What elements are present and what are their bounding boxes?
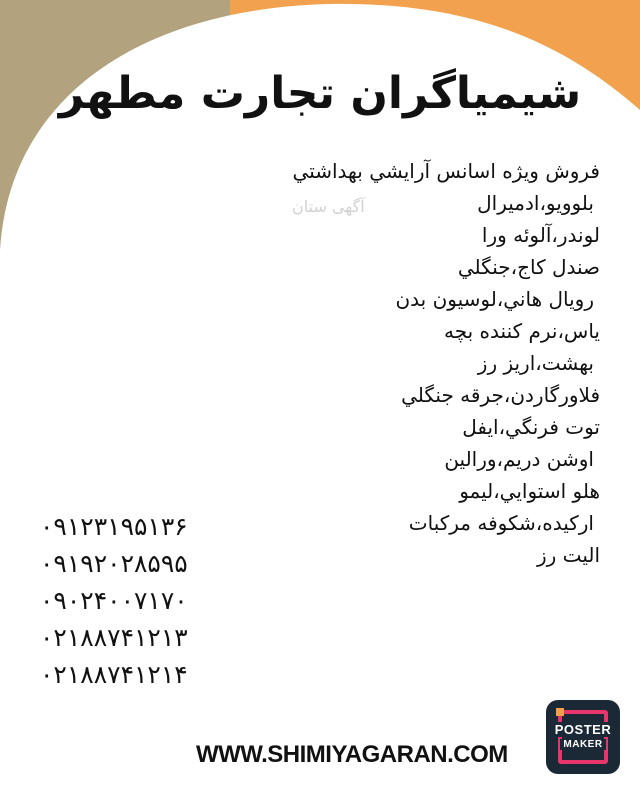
- phone-number: ۰۹۱۹۲۰۲۸۵۹۵: [40, 549, 188, 578]
- product-line: اليت رز: [537, 543, 600, 567]
- product-line: توت فرنگي،ايفل: [462, 415, 600, 439]
- poster-frame-icon: [558, 710, 608, 764]
- phone-number: ۰۲۱۸۸۷۴۱۲۱۳: [40, 623, 188, 652]
- product-list: [200, 155, 600, 571]
- product-line: بلوويو،ادميرال: [477, 191, 594, 215]
- poster-maker-badge: [546, 700, 620, 774]
- product-line: هلو استوايي،ليمو: [459, 479, 600, 503]
- badge-line1: POSTER: [552, 722, 614, 737]
- phone-number: ۰۲۱۸۸۷۴۱۲۱۴: [40, 660, 188, 689]
- phone-number: ۰۹۱۲۳۱۹۵۱۳۶: [40, 512, 188, 541]
- website-url: WWW.SHIMIYAGARAN.COM: [196, 741, 508, 768]
- product-line: اوشن دريم،ورالين: [444, 447, 594, 471]
- phone-number: ۰۹۰۲۴۰۰۷۱۷۰: [40, 586, 188, 615]
- product-line: فروش ويژه اسانس آرايشي بهداشتي: [292, 159, 600, 183]
- product-line: فلاورگاردن،جرقه جنگلي: [401, 383, 600, 407]
- product-line: رويال هاني،لوسيون بدن: [395, 287, 594, 311]
- watermark: آگهی ستان: [292, 197, 365, 216]
- badge-line2: MAKER: [560, 739, 606, 750]
- product-line: بهشت،اريز رز: [477, 351, 594, 375]
- product-line: لوندر،آلوئه ورا: [481, 223, 600, 247]
- phone-list: [40, 508, 220, 693]
- product-line: اركيده،شكوفه مركبات: [408, 511, 594, 535]
- product-line: ياس،نرم كننده بچه: [444, 319, 600, 343]
- poster-title: شيمياگران تجارت مطهر: [58, 68, 582, 119]
- product-line: صندل كاج،جنگلي: [457, 255, 600, 279]
- poster-frame-accent: [556, 708, 564, 716]
